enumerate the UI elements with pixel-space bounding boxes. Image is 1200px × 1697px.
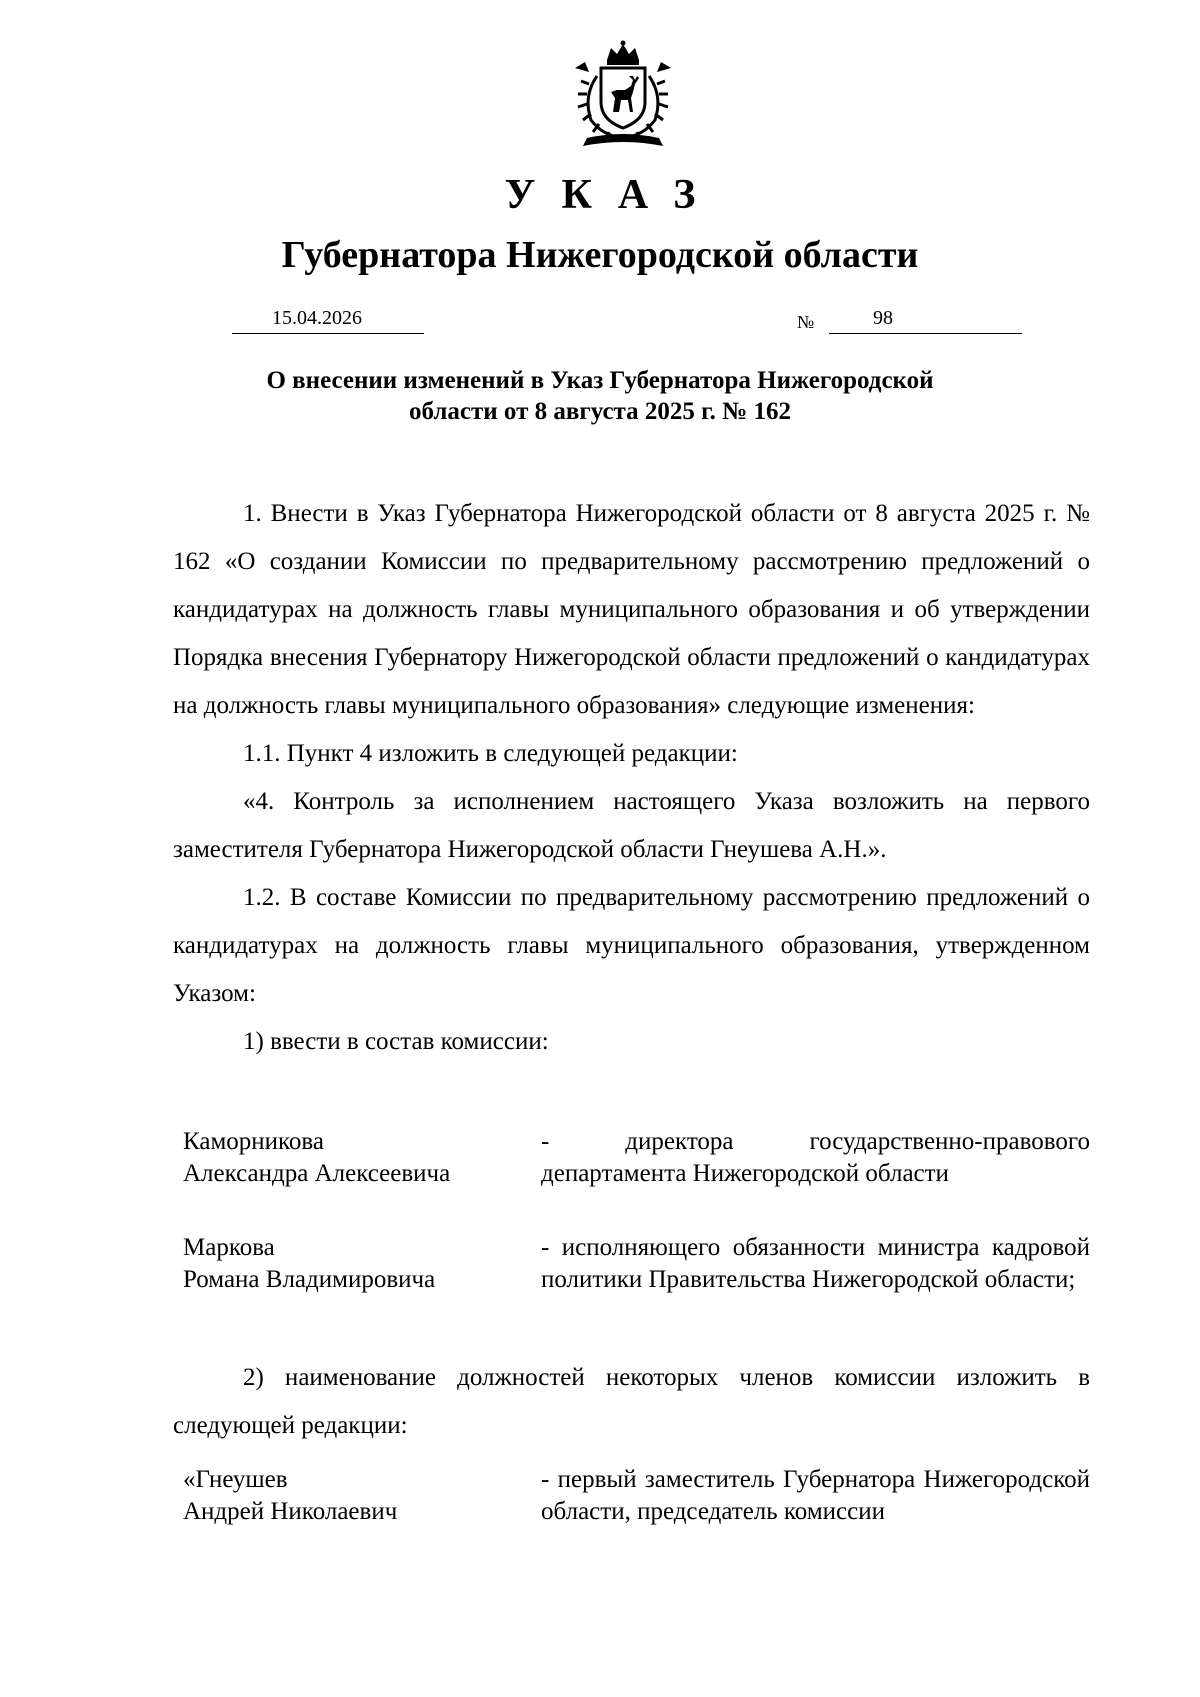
member-name [183,1232,533,1296]
body-section-2 [173,1354,1090,1450]
paragraph-1-2-item-2: 2) наименование должностей некоторых членов комиссии изложить в следующей редакции: [173,1364,1090,1439]
member-given-names: Александра Алексеевича [183,1160,451,1187]
decree-heading [200,365,1000,427]
member-name [183,1464,533,1528]
decree-heading-line: области от 8 августа 2025 г. № 162 [408,398,792,425]
decree-number-label: № [797,312,815,332]
paragraph-1: 1. Внести в Указ Губернатора Нижегородской области от 8 августа 2025 г. № 162 «О создании Комиссии по предварительному рассмотрению предложений о кандидатурах на должность главы муниципального образования и об утверждении Порядка внесения Губернатору Нижегородской области предложений о кандидатурах на должность главы муниципального образования» следующие изменения: [173,500,1090,719]
member-given-names: Андрей Николаевич [183,1498,398,1525]
paragraph-1-1-text: «4. Контроль за исполнением настоящего Указа возложить на первого заместителя Губернатора Нижегородской области Гнеушева А.Н.». [173,788,1090,863]
decree-date-field [232,305,424,334]
decree-title: УКАЗ [504,172,722,218]
coat-of-arms-icon [567,40,679,150]
member-surname: «Гнеушев [183,1466,288,1493]
decree-heading-line: О внесении изменений в Указ Губернатора Нижегородской [266,367,934,394]
paragraph-1-2: 1.2. В составе Комиссии по предварительному рассмотрению предложений о кандидатурах на должность главы муниципального образования, утвержденном Указом: [173,884,1090,1007]
decree-issuer: Губернатора Нижегородской области [281,234,919,276]
body-section-1 [173,490,1090,1066]
member-given-names: Романа Владимировича [183,1266,436,1293]
member-surname: Каморникова [183,1128,324,1155]
paragraph-1-1: 1.1. Пункт 4 изложить в следующей редакции: [243,740,738,767]
member-name [183,1126,533,1190]
member-surname: Маркова [183,1234,275,1261]
decree-number: 98 [873,307,893,329]
member-position: - директора государственно-правового департамента Нижегородской области [541,1128,1090,1187]
member-position: - исполняющего обязанности министра кадровой политики Правительства Нижегородской области; [541,1234,1090,1293]
member-position: - первый заместитель Губернатора Нижегородской области, председатель комиссии [541,1466,1090,1525]
paragraph-1-2-item-1: 1) ввести в состав комиссии: [243,1028,549,1055]
decree-number-field [829,305,1022,334]
decree-date: 15.04.2026 [272,307,362,329]
